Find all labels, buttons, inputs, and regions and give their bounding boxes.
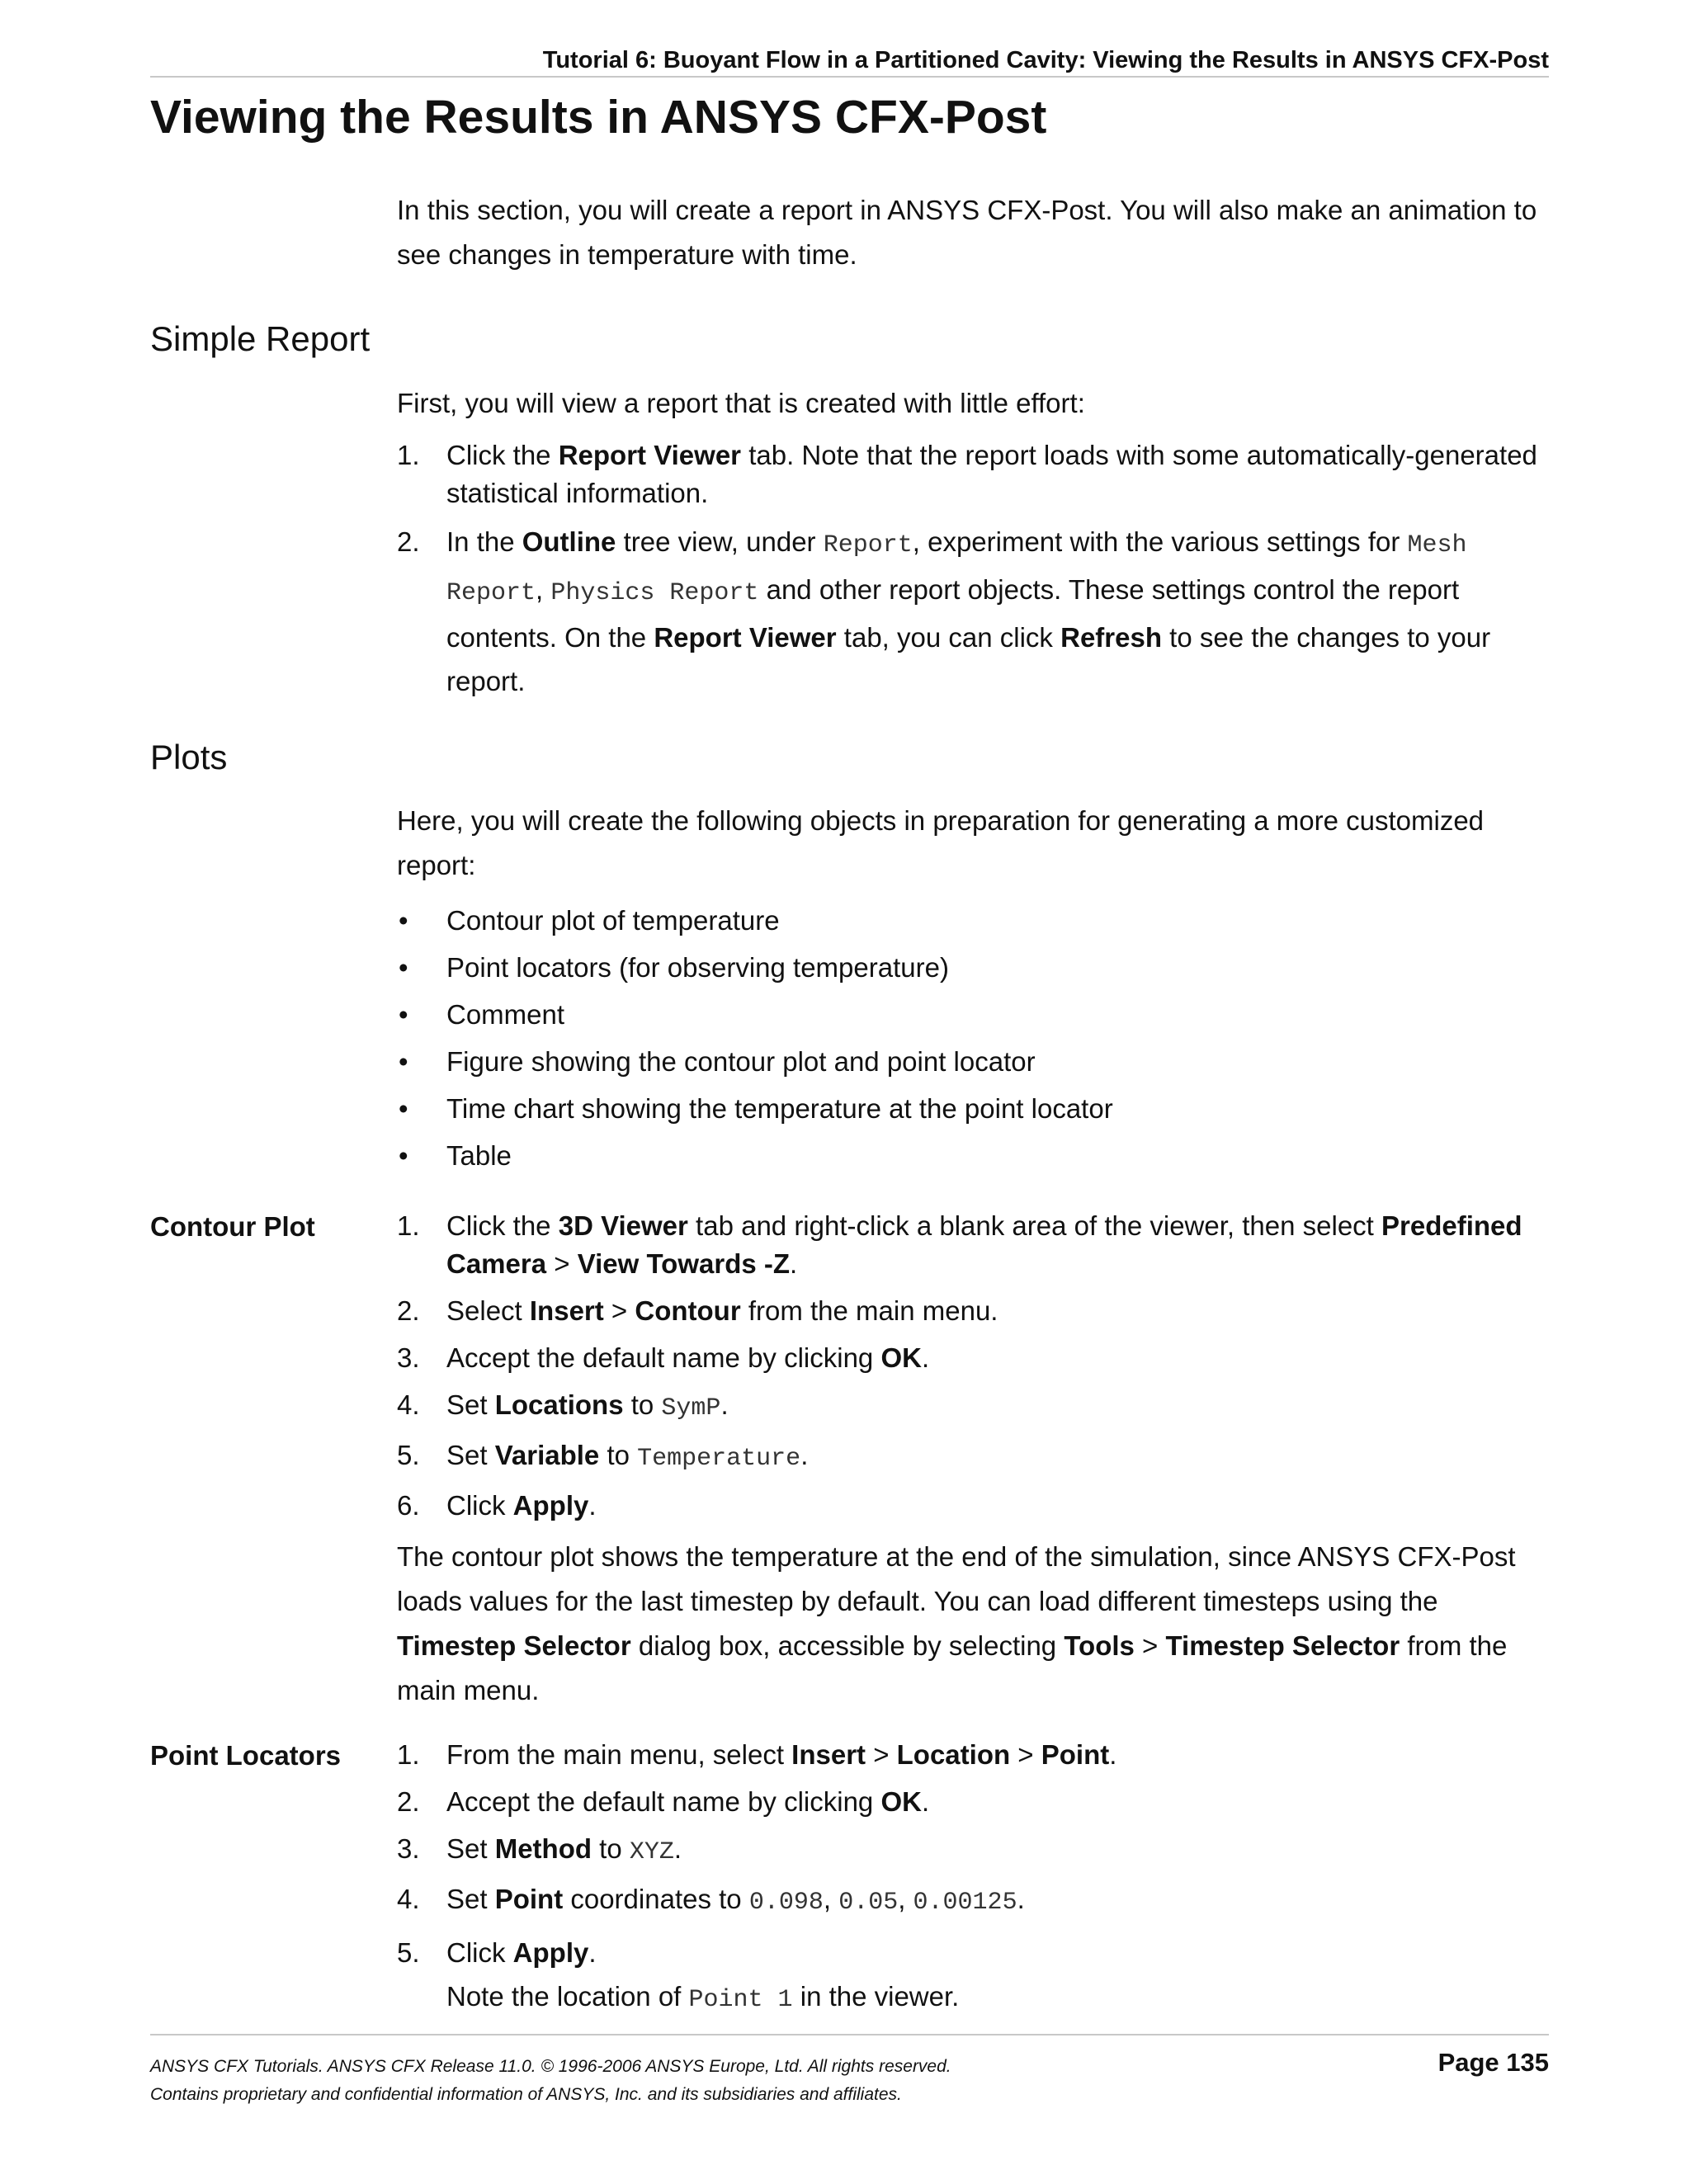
list-item	[397, 520, 1552, 703]
step-text: and other report objects. These settings control the report contents. On the	[446, 574, 1460, 653]
note-text: dialog box, accessible by selecting	[630, 1630, 1065, 1661]
ui-label: Outline	[522, 526, 616, 557]
ui-label: Report Viewer	[654, 622, 837, 653]
code-text: Physics Report	[550, 579, 759, 607]
bullet: •	[399, 1093, 408, 1124]
step-number: 5.	[397, 1440, 420, 1470]
menu-separator: >	[1134, 1630, 1166, 1661]
footer-line-1: ANSYS CFX Tutorials. ANSYS CFX Release 11.0. © 1996-2006 ANSYS Europe, Ltd. All rights reserved.	[150, 2057, 951, 2076]
ui-label: Location	[896, 1739, 1011, 1770]
list-item	[397, 944, 1552, 991]
page-number: Page 135	[1437, 2048, 1549, 2077]
ui-label: Method	[494, 1833, 592, 1864]
menu-separator: >	[603, 1295, 635, 1326]
ui-label: Insert	[529, 1295, 604, 1326]
list-item-text: Point locators (for observing temperature)	[446, 952, 949, 983]
code-text: 0.098	[748, 1889, 824, 1917]
list-item-text: Table	[446, 1140, 512, 1171]
list-item	[397, 1132, 1552, 1179]
step-number: 1.	[397, 1739, 420, 1770]
step-text: tab, you can click	[836, 622, 1061, 653]
step-text: .	[1017, 1884, 1025, 1914]
bullet: •	[399, 905, 408, 936]
list-item	[397, 1830, 1552, 1871]
ui-label: Timestep Selector	[1165, 1630, 1400, 1661]
header-divider	[150, 76, 1549, 78]
list-item-text: Comment	[446, 999, 565, 1030]
ui-label: Point	[494, 1884, 564, 1914]
step-number: 3.	[397, 1833, 420, 1864]
step-text: Accept the default name by clicking	[446, 1786, 881, 1817]
step-text: Accept the default name by clicking	[446, 1342, 881, 1373]
step-number: 2.	[397, 526, 420, 557]
step-text: ,	[823, 1884, 839, 1914]
step-text: .	[720, 1389, 729, 1420]
step-number: 1.	[397, 440, 420, 470]
step-number: 5.	[397, 1937, 420, 1968]
ui-label: OK	[880, 1342, 922, 1373]
running-head: Tutorial 6: Buoyant Flow in a Partitioned Cavity: Viewing the Results in ANSYS CFX-Post	[542, 47, 1549, 73]
simple-report-lead: First, you will view a report that is created with little effort:	[397, 388, 1085, 418]
footer-line-2: Contains proprietary and confidential information of ANSYS, Inc. and its subsidiaries and affiliates.	[150, 2085, 902, 2104]
step-text: coordinates to	[563, 1884, 749, 1914]
step-text: Set	[446, 1884, 495, 1914]
step-number: 6.	[397, 1490, 420, 1521]
side-label-contour-plot: Contour Plot	[150, 1211, 315, 1242]
contour-plot-note	[397, 1535, 1552, 1713]
section-heading-simple-report: Simple Report	[150, 319, 371, 358]
step-text: tab. Note that the report loads with some automatically-generated statistical information.	[446, 440, 1537, 508]
list-item-text: Time chart showing the temperature at the point locator	[446, 1093, 1113, 1124]
code-text: Report	[823, 531, 913, 559]
step-text: .	[921, 1342, 930, 1373]
step-text: to	[623, 1389, 662, 1420]
side-label-point-locators: Point Locators	[150, 1740, 342, 1771]
step-text: .	[588, 1490, 597, 1521]
step-number: 4.	[397, 1884, 420, 1914]
ui-label: Insert	[791, 1739, 866, 1770]
point-locator-steps	[397, 1736, 1552, 2022]
ui-label: Refresh	[1060, 622, 1162, 653]
simple-report-steps	[397, 436, 1552, 703]
step-text: to	[592, 1833, 630, 1864]
ui-label: Predefined Camera	[446, 1210, 1522, 1279]
list-item	[397, 1931, 1552, 2022]
step-text: Select	[446, 1295, 530, 1326]
step-text: , experiment with the various settings for	[912, 526, 1408, 557]
code-text: Point 1	[688, 1986, 793, 2014]
code-text: XYZ	[629, 1838, 674, 1866]
step-text: Click	[446, 1490, 513, 1521]
step-text: ,	[898, 1884, 913, 1914]
step-number: 2.	[397, 1786, 420, 1817]
menu-separator: >	[866, 1739, 897, 1770]
list-item	[397, 1038, 1552, 1085]
list-item-text: Figure showing the contour plot and point locator	[446, 1046, 1036, 1077]
menu-separator: >	[1010, 1739, 1041, 1770]
step-text: to	[599, 1440, 638, 1470]
bullet: •	[399, 999, 408, 1030]
step-text: .	[921, 1786, 930, 1817]
code-text: SymP	[661, 1394, 721, 1422]
step-text: to see the changes to your report.	[446, 622, 1491, 696]
list-item	[397, 1339, 1552, 1377]
footer-copyright	[150, 2053, 951, 2109]
ui-label: View Towards -Z	[577, 1248, 791, 1279]
ui-label: Report Viewer	[558, 440, 742, 470]
step-number: 1.	[397, 1210, 420, 1241]
code-text: 0.05	[838, 1889, 899, 1917]
step-text: .	[790, 1248, 798, 1279]
step-text: Click the	[446, 1210, 559, 1241]
step-text: Set	[446, 1833, 495, 1864]
ui-label: Apply	[512, 1937, 589, 1968]
ui-label: 3D Viewer	[558, 1210, 688, 1241]
list-item	[397, 1085, 1552, 1132]
step-number: 2.	[397, 1295, 420, 1326]
step-text: .	[800, 1440, 809, 1470]
step-text: Click	[446, 1937, 513, 1968]
step-text: From the main menu, select	[446, 1739, 792, 1770]
step-text: from the main menu.	[740, 1295, 998, 1326]
step-text: .	[673, 1833, 682, 1864]
code-text: Mesh Report	[446, 531, 1467, 607]
list-item	[397, 1436, 1552, 1478]
footer-divider	[150, 2034, 1549, 2035]
step-text: tree view, under	[616, 526, 824, 557]
intro-paragraph: In this section, you will create a report in ANSYS CFX-Post. You will also make an animation to see changes in temperature with time.	[397, 195, 1537, 270]
bullet: •	[399, 1046, 408, 1077]
list-item	[397, 1736, 1552, 1774]
list-item	[397, 1783, 1552, 1821]
ui-label: Variable	[494, 1440, 600, 1470]
section-heading-plots: Plots	[150, 738, 228, 776]
step-text: Set	[446, 1440, 495, 1470]
step-text: tab and right-click a blank area of the viewer, then select	[687, 1210, 1382, 1241]
note-text: from the main menu.	[397, 1630, 1508, 1705]
ui-label: OK	[880, 1786, 922, 1817]
step-text: ,	[536, 574, 551, 605]
page-title: Viewing the Results in ANSYS CFX-Post	[150, 91, 1047, 144]
ui-label: Apply	[512, 1490, 589, 1521]
step-text: .	[1109, 1739, 1117, 1770]
list-item	[397, 897, 1552, 944]
step-text: In the	[446, 526, 522, 557]
step-number: 3.	[397, 1342, 420, 1373]
list-item	[397, 1880, 1552, 1922]
list-item	[397, 991, 1552, 1038]
bullet: •	[399, 952, 408, 983]
list-item	[397, 1487, 1552, 1525]
menu-separator: >	[546, 1248, 578, 1279]
ui-label: Locations	[494, 1389, 624, 1420]
step-number: 4.	[397, 1389, 420, 1420]
ui-label: Timestep Selector	[397, 1630, 631, 1661]
list-item	[397, 1292, 1552, 1330]
contour-plot-steps	[397, 1207, 1552, 1525]
step-text: Click the	[446, 440, 559, 470]
bullet: •	[399, 1140, 408, 1171]
plots-object-list	[397, 897, 1552, 1179]
step-note-text: Note the location of	[446, 1981, 689, 2012]
note-text: The contour plot shows the temperature at the end of the simulation, since ANSYS CFX-Post loads values for the last timestep by default. You can load different timesteps using the	[397, 1541, 1516, 1616]
step-text: Set	[446, 1389, 495, 1420]
list-item	[397, 1207, 1552, 1283]
step-text: .	[588, 1937, 597, 1968]
list-item	[397, 1386, 1552, 1427]
code-text: 0.00125	[913, 1889, 1017, 1917]
ui-label: Point	[1041, 1739, 1110, 1770]
plots-lead: Here, you will create the following objects in preparation for generating a more customized report:	[397, 805, 1485, 880]
ui-label: Tools	[1064, 1630, 1135, 1661]
ui-label: Contour	[635, 1295, 741, 1326]
list-item	[397, 436, 1552, 512]
step-note-text: in the viewer.	[792, 1981, 960, 2012]
list-item-text: Contour plot of temperature	[446, 905, 780, 936]
code-text: Temperature	[637, 1445, 801, 1473]
